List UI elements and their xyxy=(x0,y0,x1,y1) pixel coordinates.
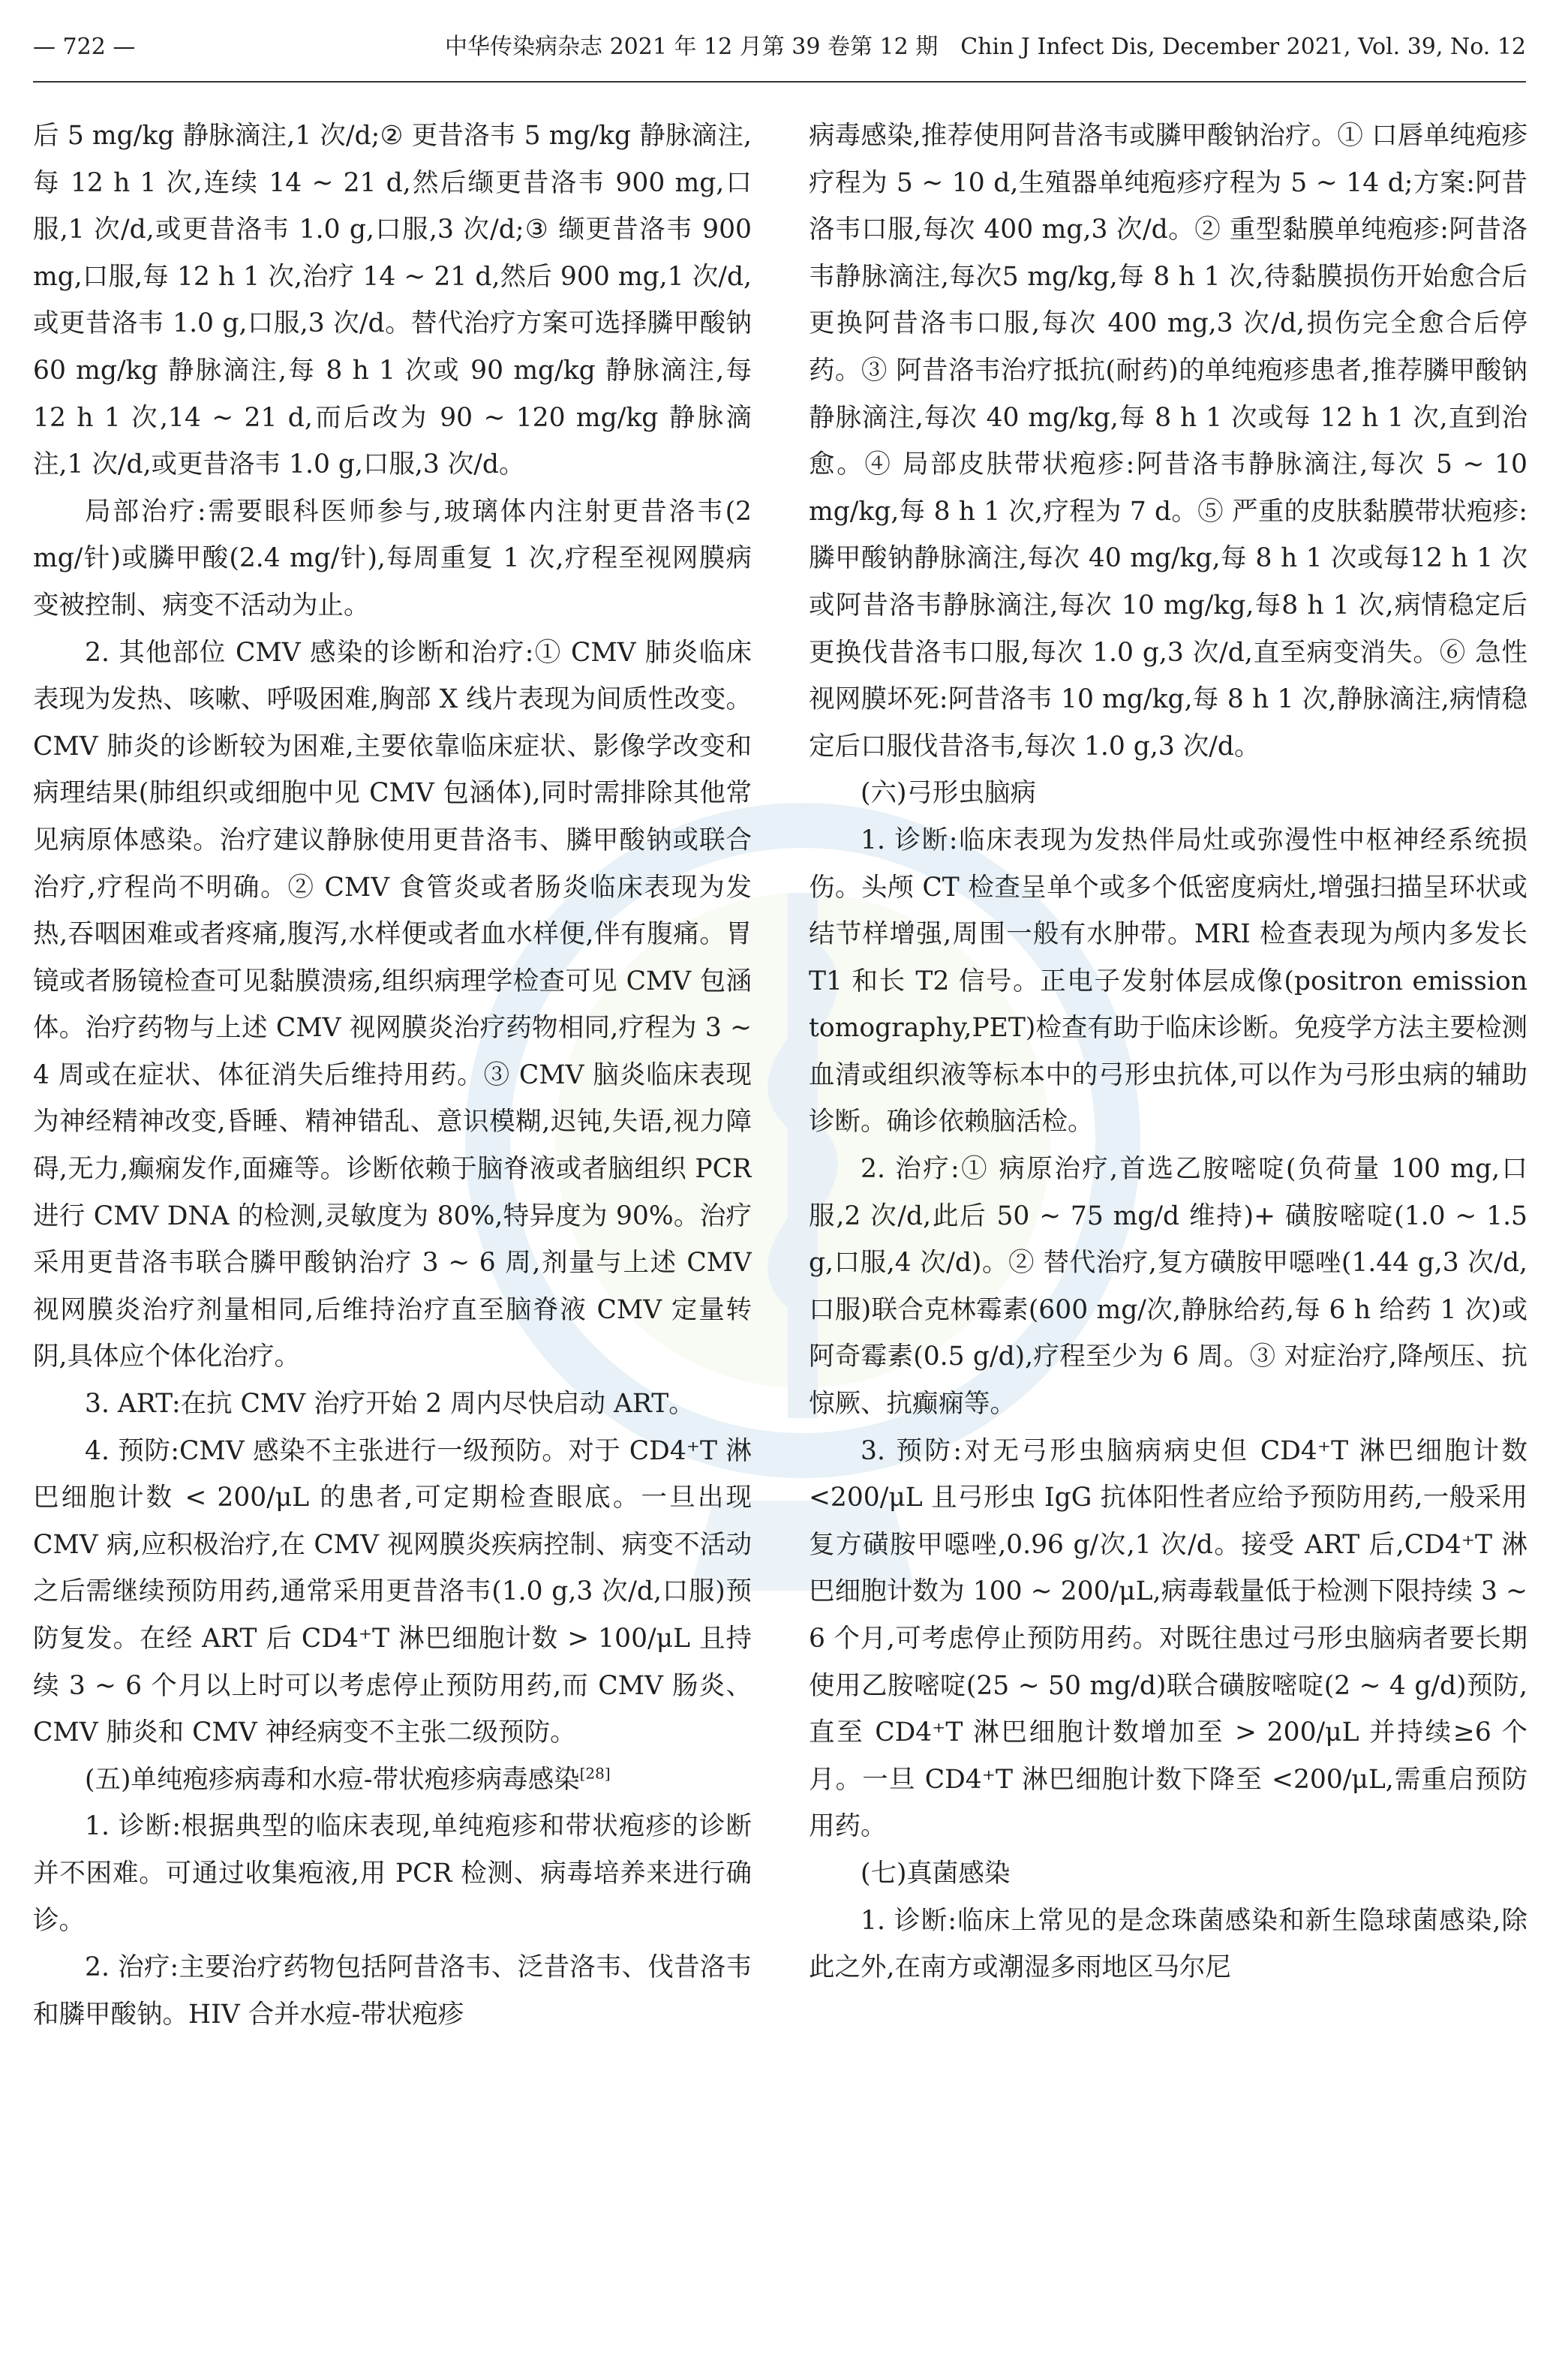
running-header xyxy=(33,26,1526,86)
paragraph: 1. 诊断:临床上常见的是念珠菌感染和新生隐球菌感染,除此之外,在南方或潮湿多雨地区马尔尼 xyxy=(809,1905,1527,1983)
header-rule xyxy=(33,81,1526,83)
reference-marker: [28] xyxy=(579,1764,611,1783)
right-column xyxy=(809,113,1527,2352)
page-number: — 722 — xyxy=(33,34,136,60)
paragraph: 2. 其他部位 CMV 感染的诊断和治疗:① CMV 肺炎临床表现为发热、咳嗽、呼吸困难,胸部 X 线片表现为间质性改变。CMV 肺炎的诊断较为困难,主要依靠临床症状、影像学改变和病理结果(肺组织或细胞中见 CMV 包涵体),同时需排除其他常见病原体感染。治疗建议静脉使用更昔洛韦、膦甲酸钠或联合治疗,疗程尚不明确。② CMV 食管炎或者肠炎临床表现为发热,吞咽困难或者疼痛,腹泻,水样便或者血水样便,伴有腹痛。胃镜或者肠镜检查可见黏膜溃疡,组织病理学检查可见 CMV 包涵体。治疗药物与上述 CMV 视网膜炎治疗药物相同,疗程为 3 ~ 4 周或在症状、体征消失后维持用药。③ CMV 脑炎临床表现为神经精神改变,昏睡、精神错乱、意识模糊,迟钝,失语,视力障碍,无力,癫痫发作,面瘫等。诊断依赖于脑脊液或者脑组织 PCR 进行 CMV DNA 的检测,灵敏度为 80%,特异度为 90%。治疗采用更昔洛韦联合膦甲酸钠治疗 3 ~ 6 周,剂量与上述 CMV 视网膜炎治疗剂量相同,后维持治疗直至脑脊液 CMV 定量转阴,具体应个体化治疗。 xyxy=(33,637,752,1372)
paragraph: 1. 诊断:临床表现为发热伴局灶或弥漫性中枢神经系统损伤。头颅 CT 检查呈单个或多个低密度病灶,增强扫描呈环状或结节样增强,周围一般有水肿带。MRI 检查表现为颅内多发长 T1 和长 T2 信号。正电子发射体层成像(positron emission tomography,PET)检查有助于临床诊断。免疫学方法主要检测血清或组织液等标本中的弓形虫抗体,可以作为弓形虫病的辅助诊断。确诊依赖脑活检。 xyxy=(809,825,1527,1137)
section-heading: (七)真菌感染 xyxy=(861,1858,1011,1889)
left-column xyxy=(33,113,752,2352)
paragraph: 1. 诊断:根据典型的临床表现,单纯疱疹和带状疱疹的诊断并不困难。可通过收集疱液,用 PCR 检测、病毒培养来进行确诊。 xyxy=(33,1811,752,1936)
paragraph: 病毒感染,推荐使用阿昔洛韦或膦甲酸钠治疗。① 口唇单纯疱疹疗程为 5 ~ 10 d,生殖器单纯疱疹疗程为 5 ~ 14 d;方案:阿昔洛韦口服,每次 400 mg,3 次/d。② 重型黏膜单纯疱疹:阿昔洛韦静脉滴注,每次5 mg/kg,每 8 h 1 次,待黏膜损伤开始愈合后更换阿昔洛韦口服,每次 400 mg,3 次/d,损伤完全愈合后停药。③ 阿昔洛韦治疗抵抗(耐药)的单纯疱疹患者,推荐膦甲酸钠静脉滴注,每次 40 mg/kg,每 8 h 1 次或每 12 h 1 次,直到治愈。④ 局部皮肤带状疱疹:阿昔洛韦静脉滴注,每次 5 ~ 10 mg/kg,每 8 h 1 次,疗程为 7 d。⑤ 严重的皮肤黏膜带状疱疹:膦甲酸钠静脉滴注,每次 40 mg/kg,每 8 h 1 次或每12 h 1 次或阿昔洛韦静脉滴注,每次 10 mg/kg,每8 h 1 次,病情稳定后更换伐昔洛韦口服,每次 1.0 g,3 次/d,直至病变消失。⑥ 急性视网膜坏死:阿昔洛韦 10 mg/kg,每 8 h 1 次,静脉滴注,病情稳定后口服伐昔洛韦,每次 1.0 g,3 次/d。 xyxy=(809,121,1527,762)
paragraph: 局部治疗:需要眼科医师参与,玻璃体内注射更昔洛韦(2 mg/针)或膦甲酸(2.4 mg/针),每周重复 1 次,疗程至视网膜病变被控制、病变不活动为止。 xyxy=(33,496,752,621)
paragraph: 后 5 mg/kg 静脉滴注,1 次/d;② 更昔洛韦 5 mg/kg 静脉滴注,每 12 h 1 次,连续 14 ~ 21 d,然后缬更昔洛韦 900 mg,口服,1 次/d,或更昔洛韦 1.0 g,口服,3 次/d;③ 缬更昔洛韦 900 mg,口服,每 12 h 1 次,治疗 14 ~ 21 d,然后 900 mg,1 次/d,或更昔洛韦 1.0 g,口服,3 次/d。替代治疗方案可选择膦甲酸钠 60 mg/kg 静脉滴注,每 8 h 1 次或 90 mg/kg 静脉滴注,每 12 h 1 次,14 ~ 21 d,而后改为 90 ~ 120 mg/kg 静脉滴注,1 次/d,或更昔洛韦 1.0 g,口服,3 次/d。 xyxy=(33,121,752,480)
paragraph: 3. 预防:对无弓形虫脑病病史但 CD4⁺T 淋巴细胞计数 <200/μL 且弓形虫 IgG 抗体阳性者应给予预防用药,一般采用复方磺胺甲噁唑,0.96 g/次,1 次/d。接受 ART 后,CD4⁺T 淋巴细胞计数为 100 ~ 200/μL,病毒载量低于检测下限持续 3 ~ 6 个月,可考虑停止预防用药。对既往患过弓形虫脑病者要长期使用乙胺嘧啶(25 ~ 50 mg/d)联合磺胺嘧啶(2 ~ 4 g/d)预防,直至 CD4⁺T 淋巴细胞计数增加至 > 200/μL 并持续≥6 个月。一旦 CD4⁺T 淋巴细胞计数下降至 <200/μL,需重启预防用药。 xyxy=(809,1435,1527,1842)
section-heading: (六)弓形虫脑病 xyxy=(861,778,1036,809)
paragraph: 4. 预防:CMV 感染不主张进行一级预防。对于 CD4⁺T 淋巴细胞计数 < 200/μL 的患者,可定期检查眼底。一旦出现 CMV 病,应积极治疗,在 CMV 视网膜炎疾病控制、病变不活动之后需继续预防用药,通常采用更昔洛韦(1.0 g,3 次/d,口服)预防复发。在经 ART 后 CD4⁺T 淋巴细胞计数 > 100/μL 且持续 3 ~ 6 个月以上时可以考虑停止预防用药,而 CMV 肠炎、CMV 肺炎和 CMV 神经病变不主张二级预防。 xyxy=(33,1435,752,1748)
paragraph: 3. ART:在抗 CMV 治疗开始 2 周内尽快启动 ART。 xyxy=(85,1389,695,1420)
section-heading-text: (五)单纯疱疹病毒和水痘-带状疱疹病毒感染 xyxy=(85,1764,580,1795)
journal-citation: 中华传染病杂志 2021 年 12 月第 39 卷第 12 期 Chin J Infect Dis, December 2021, Vol. 39, No. 12 xyxy=(445,34,1526,60)
paragraph: 2. 治疗:① 病原治疗,首选乙胺嘧啶(负荷量 100 mg,口服,2 次/d,此后 50 ~ 75 mg/d 维持)+ 磺胺嘧啶(1.0 ~ 1.5 g,口服,4 次/d)。② 替代治疗,复方磺胺甲噁唑(1.44 g,3 次/d,口服)联合克林霉素(600 mg/次,静脉给药,每 6 h 给药 1 次)或阿奇霉素(0.5 g/d),疗程至少为 6 周。③ 对症治疗,降颅压、抗惊厥、抗癫痫等。 xyxy=(809,1154,1527,1420)
section-heading xyxy=(33,1756,752,1804)
paragraph: 2. 治疗:主要治疗药物包括阿昔洛韦、泛昔洛韦、伐昔洛韦和膦甲酸钠。HIV 合并水痘-带状疱疹 xyxy=(33,1952,752,2030)
